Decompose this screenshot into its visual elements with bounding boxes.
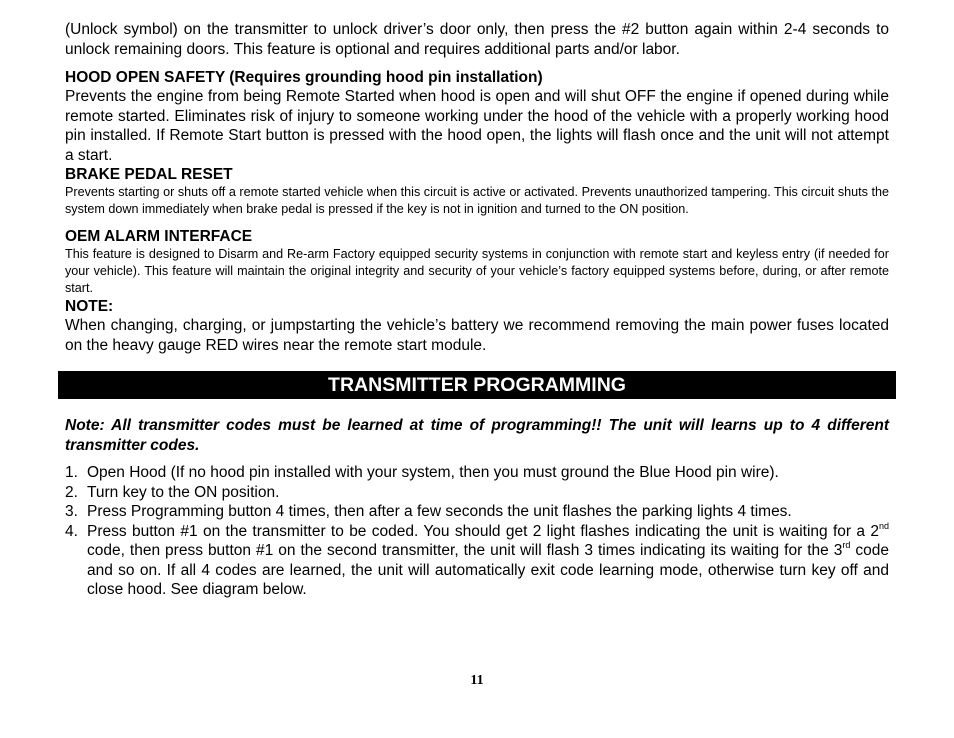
programming-note: Note: All transmitter codes must be learned at time of programming!! The unit will learns up to 4 different transmitter codes. — [65, 417, 889, 454]
step-number: 4. — [65, 522, 78, 540]
step-text: Turn key to the ON position. — [87, 483, 280, 501]
step-number: 3. — [65, 503, 78, 520]
intro-paragraph: (Unlock symbol) on the transmitter to unlock driver’s door only, then press the #2 button again within 2-4 seconds to unlock remaining doors. This feature is optional and requires additional parts and/or labor. — [65, 21, 889, 58]
hood-safety-paragraph: Prevents the engine from being Remote Started when hood is open and will shut OFF the engine if opened during while remote started. Eliminates risk of injury to someone working under the hood of the vehicle with a properly working hood pin installed. If Remote Start button is pressed with the hood open, the lights will flash once and the unit will not attempt a start. — [65, 88, 889, 164]
list-item — [65, 522, 889, 600]
ordinal-suffix: rd — [842, 540, 851, 550]
manual-page — [65, 20, 889, 355]
battery-note-paragraph: When changing, charging, or jumpstarting the vehicle’s battery we recommend removing the main power fuses located on the heavy gauge RED wires near the remote start module. — [65, 317, 889, 354]
brake-pedal-heading: BRAKE PEDAL RESET — [65, 166, 233, 183]
hood-safety-heading: HOOD OPEN SAFETY (Requires grounding hood pin installation) — [65, 69, 543, 86]
step-text: Press Programming button 4 times, then after a few seconds the unit flashes the parking lights 4 times. — [87, 503, 792, 520]
step-text — [87, 522, 889, 600]
brake-pedal-paragraph: Prevents starting or shuts off a remote started vehicle when this circuit is active or activated. Prevents unauthorized tampering. This circuit shuts the system down immediately when brake pedal is pressed if the key is not in ignition and turned to the ON position. — [65, 185, 889, 216]
list-item — [65, 502, 889, 522]
page-number: 11 — [470, 673, 484, 688]
oem-alarm-heading: OEM ALARM INTERFACE — [65, 228, 253, 245]
battery-note-heading: NOTE: — [65, 298, 114, 315]
step-number: 1. — [65, 464, 78, 481]
step-text: Open Hood (If no hood pin installed with your system, then you must ground the Blue Hood pin wire). — [87, 464, 779, 481]
list-item — [65, 483, 889, 503]
oem-alarm-paragraph: This feature is designed to Disarm and Re-arm Factory equipped security systems in conjunction with remote start and keyless entry (if needed for your vehicle). This feature will maintain the original integrity and security of your vehicle’s factory equipped systems before, during, or after remote start. — [65, 247, 889, 295]
programming-steps-list — [65, 463, 889, 600]
step-text-part: Press button #1 on the transmitter to be coded. You should get 2 light flashes indicating the unit is waiting for a 2 — [87, 522, 879, 540]
list-item — [65, 463, 889, 483]
section-banner: TRANSMITTER PROGRAMMING — [58, 371, 896, 399]
step-text-part: code, then press button #1 on the second transmitter, the unit will flash 3 times indicating its waiting for the 3 — [87, 542, 843, 559]
ordinal-suffix: nd — [878, 520, 889, 531]
step-text-part: code and so on. If all 4 codes are learned, the unit will automatically exit code learning mode, otherwise turn key off and close hood. See diagram below. — [87, 542, 890, 598]
step-number: 2. — [65, 483, 78, 501]
